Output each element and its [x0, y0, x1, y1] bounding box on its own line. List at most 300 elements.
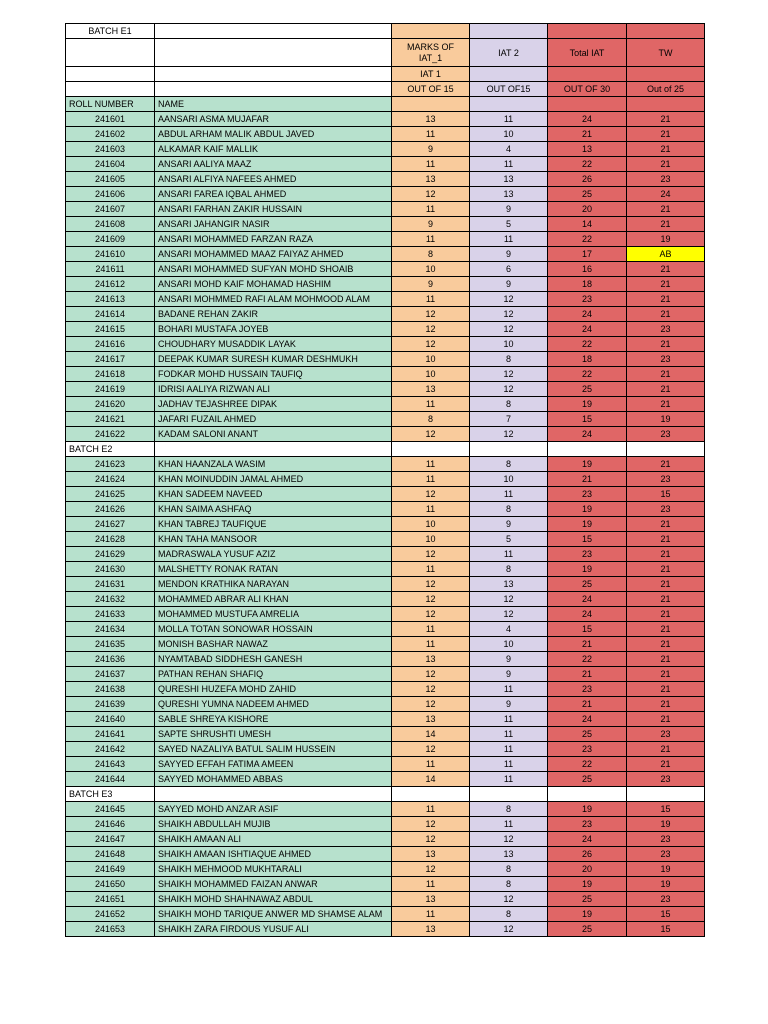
- iat1-mark-cell[interactable]: 12: [392, 337, 470, 352]
- total-iat-cell[interactable]: 15: [548, 622, 627, 637]
- roll-number-cell[interactable]: 241617: [66, 352, 155, 367]
- tw-mark-cell[interactable]: 21: [627, 307, 705, 322]
- student-name-cell[interactable]: ANSARI JAHANGIR NASIR: [155, 217, 392, 232]
- iat1-mark-cell[interactable]: 12: [392, 682, 470, 697]
- student-name-cell[interactable]: ANSARI MOHAMMED FARZAN RAZA: [155, 232, 392, 247]
- total-iat-cell[interactable]: 24: [548, 607, 627, 622]
- tw-mark-cell[interactable]: 23: [627, 427, 705, 442]
- iat1-mark-cell[interactable]: 9: [392, 277, 470, 292]
- iat2-mark-cell[interactable]: 8: [470, 562, 548, 577]
- tw-mark-cell[interactable]: 19: [627, 862, 705, 877]
- iat2-mark-cell[interactable]: 5: [470, 217, 548, 232]
- student-name-cell[interactable]: SAPTE SHRUSHTI UMESH: [155, 727, 392, 742]
- roll-number-cell[interactable]: 241632: [66, 592, 155, 607]
- iat1-mark-cell[interactable]: 10: [392, 262, 470, 277]
- iat1-mark-cell[interactable]: 13: [392, 892, 470, 907]
- tw-mark-cell[interactable]: 23: [627, 502, 705, 517]
- iat1-mark-cell[interactable]: 12: [392, 817, 470, 832]
- total-iat-cell[interactable]: 26: [548, 847, 627, 862]
- total-iat-cell[interactable]: 21: [548, 637, 627, 652]
- roll-number-cell[interactable]: 241651: [66, 892, 155, 907]
- iat1-mark-cell[interactable]: 10: [392, 367, 470, 382]
- iat1-mark-cell[interactable]: 12: [392, 832, 470, 847]
- iat1-mark-cell[interactable]: 13: [392, 382, 470, 397]
- total-iat-cell[interactable]: 13: [548, 142, 627, 157]
- student-name-cell[interactable]: SHAIKH MOHD SHAHNAWAZ ABDUL: [155, 892, 392, 907]
- student-name-cell[interactable]: QURESHI HUZEFA MOHD ZAHID: [155, 682, 392, 697]
- empty-cell[interactable]: [392, 787, 470, 802]
- student-name-cell[interactable]: ANSARI MOHMMED RAFI ALAM MOHMOOD ALAM: [155, 292, 392, 307]
- total-iat-cell[interactable]: 19: [548, 562, 627, 577]
- student-name-cell[interactable]: SHAIKH ABDULLAH MUJIB: [155, 817, 392, 832]
- roll-number-cell[interactable]: 241618: [66, 367, 155, 382]
- total-iat-cell[interactable]: 25: [548, 727, 627, 742]
- iat2-mark-cell[interactable]: 8: [470, 502, 548, 517]
- iat2-mark-cell[interactable]: 10: [470, 127, 548, 142]
- roll-number-cell[interactable]: 241625: [66, 487, 155, 502]
- roll-number-cell[interactable]: 241648: [66, 847, 155, 862]
- total-iat-cell[interactable]: 24: [548, 112, 627, 127]
- empty-cell[interactable]: [548, 442, 627, 457]
- tw-mark-cell[interactable]: 21: [627, 277, 705, 292]
- total-iat-cell[interactable]: 23: [548, 742, 627, 757]
- student-name-cell[interactable]: ANSARI AALIYA MAAZ: [155, 157, 392, 172]
- iat2-mark-cell[interactable]: 12: [470, 292, 548, 307]
- student-name-cell[interactable]: MALSHETTY RONAK RATAN: [155, 562, 392, 577]
- tw-mark-cell[interactable]: 21: [627, 517, 705, 532]
- roll-number-cell[interactable]: 241650: [66, 877, 155, 892]
- student-name-cell[interactable]: JAFARI FUZAIL AHMED: [155, 412, 392, 427]
- roll-number-cell[interactable]: 241605: [66, 172, 155, 187]
- iat1-mark-cell[interactable]: 12: [392, 697, 470, 712]
- total-iat-cell[interactable]: 19: [548, 877, 627, 892]
- roll-number-cell[interactable]: 241649: [66, 862, 155, 877]
- iat2-mark-cell[interactable]: 12: [470, 382, 548, 397]
- iat1-mark-cell[interactable]: 11: [392, 877, 470, 892]
- iat2-out-of[interactable]: OUT OF15: [470, 82, 548, 97]
- iat1-mark-cell[interactable]: 12: [392, 592, 470, 607]
- tw-mark-cell[interactable]: 21: [627, 367, 705, 382]
- student-name-cell[interactable]: ANSARI FARHAN ZAKIR HUSSAIN: [155, 202, 392, 217]
- roll-number-cell[interactable]: 241644: [66, 772, 155, 787]
- empty-cell[interactable]: [627, 442, 705, 457]
- roll-number-cell[interactable]: 241653: [66, 922, 155, 937]
- empty-cell[interactable]: [392, 24, 470, 39]
- roll-number-cell[interactable]: 241619: [66, 382, 155, 397]
- tw-mark-cell[interactable]: 23: [627, 847, 705, 862]
- student-name-cell[interactable]: SHAIKH MEHMOOD MUKHTARALI: [155, 862, 392, 877]
- total-iat-cell[interactable]: 25: [548, 922, 627, 937]
- tw-mark-cell[interactable]: 21: [627, 742, 705, 757]
- total-iat-cell[interactable]: 25: [548, 892, 627, 907]
- roll-number-cell[interactable]: 241646: [66, 817, 155, 832]
- total-iat-cell[interactable]: 25: [548, 382, 627, 397]
- empty-cell[interactable]: [548, 787, 627, 802]
- iat1-mark-cell[interactable]: 8: [392, 412, 470, 427]
- iat1-mark-cell[interactable]: 10: [392, 517, 470, 532]
- total-iat-cell[interactable]: 20: [548, 202, 627, 217]
- iat2-mark-cell[interactable]: 8: [470, 457, 548, 472]
- tw-mark-cell[interactable]: 21: [627, 547, 705, 562]
- tw-mark-cell[interactable]: 19: [627, 412, 705, 427]
- empty-cell[interactable]: [627, 24, 705, 39]
- empty-cell[interactable]: [155, 24, 392, 39]
- tw-mark-cell[interactable]: 21: [627, 637, 705, 652]
- empty-cell[interactable]: [155, 787, 392, 802]
- tw-mark-cell[interactable]: 21: [627, 757, 705, 772]
- roll-number-cell[interactable]: 241601: [66, 112, 155, 127]
- total-iat-cell[interactable]: 24: [548, 712, 627, 727]
- tw-mark-cell[interactable]: 21: [627, 652, 705, 667]
- iat1-out-of[interactable]: OUT OF 15: [392, 82, 470, 97]
- iat2-mark-cell[interactable]: 4: [470, 142, 548, 157]
- empty-cell[interactable]: [548, 97, 627, 112]
- roll-number-cell[interactable]: 241604: [66, 157, 155, 172]
- tw-mark-cell[interactable]: 19: [627, 817, 705, 832]
- total-iat-cell[interactable]: 22: [548, 757, 627, 772]
- empty-cell[interactable]: [470, 67, 548, 82]
- empty-cell[interactable]: [548, 24, 627, 39]
- iat2-mark-cell[interactable]: 11: [470, 487, 548, 502]
- tw-mark-cell[interactable]: 21: [627, 112, 705, 127]
- student-name-cell[interactable]: ANSARI FAREA IQBAL AHMED: [155, 187, 392, 202]
- roll-number-cell[interactable]: 241647: [66, 832, 155, 847]
- student-name-cell[interactable]: ANSARI MOHAMMED MAAZ FAIYAZ AHMED: [155, 247, 392, 262]
- roll-number-cell[interactable]: 241631: [66, 577, 155, 592]
- total-out-of[interactable]: OUT OF 30: [548, 82, 627, 97]
- iat2-mark-cell[interactable]: 12: [470, 607, 548, 622]
- iat1-mark-cell[interactable]: 12: [392, 862, 470, 877]
- roll-number-cell[interactable]: 241639: [66, 697, 155, 712]
- student-name-cell[interactable]: SHAIKH AMAAN ISHTIAQUE AHMED: [155, 847, 392, 862]
- tw-mark-cell[interactable]: 21: [627, 697, 705, 712]
- roll-number-cell[interactable]: 241607: [66, 202, 155, 217]
- iat2-mark-cell[interactable]: 5: [470, 532, 548, 547]
- student-name-cell[interactable]: QURESHI YUMNA NADEEM AHMED: [155, 697, 392, 712]
- iat1-mark-cell[interactable]: 12: [392, 577, 470, 592]
- roll-number-cell[interactable]: 241610: [66, 247, 155, 262]
- iat1-mark-cell[interactable]: 12: [392, 322, 470, 337]
- tw-mark-cell[interactable]: 21: [627, 712, 705, 727]
- iat1-mark-cell[interactable]: 14: [392, 772, 470, 787]
- student-name-cell[interactable]: MOHAMMED ABRAR ALI KHAN: [155, 592, 392, 607]
- tw-mark-cell[interactable]: 19: [627, 232, 705, 247]
- empty-cell[interactable]: [155, 442, 392, 457]
- total-iat-cell[interactable]: 24: [548, 427, 627, 442]
- iat2-header[interactable]: IAT 2: [470, 39, 548, 67]
- roll-number-cell[interactable]: 241638: [66, 682, 155, 697]
- total-iat-cell[interactable]: 22: [548, 232, 627, 247]
- roll-number-header[interactable]: ROLL NUMBER: [66, 97, 155, 112]
- tw-mark-cell[interactable]: 23: [627, 772, 705, 787]
- tw-mark-cell[interactable]: 21: [627, 127, 705, 142]
- iat2-mark-cell[interactable]: 11: [470, 817, 548, 832]
- iat1-mark-cell[interactable]: 11: [392, 802, 470, 817]
- iat1-mark-cell[interactable]: 12: [392, 607, 470, 622]
- roll-number-cell[interactable]: 241616: [66, 337, 155, 352]
- tw-mark-cell[interactable]: 23: [627, 352, 705, 367]
- student-name-cell[interactable]: KHAN TABREJ TAUFIQUE: [155, 517, 392, 532]
- total-iat-cell[interactable]: 23: [548, 487, 627, 502]
- student-name-cell[interactable]: KHAN SAIMA ASHFAQ: [155, 502, 392, 517]
- tw-mark-cell[interactable]: 24: [627, 187, 705, 202]
- name-header[interactable]: NAME: [155, 97, 392, 112]
- roll-number-cell[interactable]: 241603: [66, 142, 155, 157]
- iat2-mark-cell[interactable]: 12: [470, 922, 548, 937]
- iat2-mark-cell[interactable]: 9: [470, 652, 548, 667]
- iat1-mark-cell[interactable]: 11: [392, 457, 470, 472]
- iat1-mark-cell[interactable]: 11: [392, 637, 470, 652]
- iat2-mark-cell[interactable]: 12: [470, 367, 548, 382]
- total-iat-cell[interactable]: 21: [548, 667, 627, 682]
- student-name-cell[interactable]: DEEPAK KUMAR SURESH KUMAR DESHMUKH: [155, 352, 392, 367]
- total-iat-cell[interactable]: 21: [548, 697, 627, 712]
- roll-number-cell[interactable]: 241630: [66, 562, 155, 577]
- total-iat-cell[interactable]: 24: [548, 832, 627, 847]
- iat1-mark-cell[interactable]: 11: [392, 157, 470, 172]
- tw-mark-cell[interactable]: 21: [627, 532, 705, 547]
- tw-mark-cell[interactable]: 23: [627, 832, 705, 847]
- empty-cell[interactable]: [66, 39, 155, 67]
- iat2-mark-cell[interactable]: 11: [470, 757, 548, 772]
- tw-mark-cell[interactable]: 15: [627, 487, 705, 502]
- empty-cell[interactable]: [155, 82, 392, 97]
- iat2-mark-cell[interactable]: 8: [470, 862, 548, 877]
- total-iat-cell[interactable]: 22: [548, 337, 627, 352]
- iat2-mark-cell[interactable]: 9: [470, 277, 548, 292]
- tw-mark-cell[interactable]: 19: [627, 877, 705, 892]
- roll-number-cell[interactable]: 241642: [66, 742, 155, 757]
- iat1-mark-cell[interactable]: 11: [392, 127, 470, 142]
- tw-mark-cell[interactable]: 21: [627, 262, 705, 277]
- iat2-mark-cell[interactable]: 13: [470, 847, 548, 862]
- roll-number-cell[interactable]: 241609: [66, 232, 155, 247]
- total-iat-cell[interactable]: 17: [548, 247, 627, 262]
- roll-number-cell[interactable]: 241629: [66, 547, 155, 562]
- iat1-mark-cell[interactable]: 12: [392, 547, 470, 562]
- iat2-mark-cell[interactable]: 10: [470, 637, 548, 652]
- iat1-mark-cell[interactable]: 12: [392, 667, 470, 682]
- total-iat-cell[interactable]: 21: [548, 127, 627, 142]
- batch-title[interactable]: BATCH E2: [66, 442, 155, 457]
- total-iat-cell[interactable]: 25: [548, 577, 627, 592]
- iat2-mark-cell[interactable]: 8: [470, 352, 548, 367]
- total-iat-header[interactable]: Total IAT: [548, 39, 627, 67]
- total-iat-cell[interactable]: 19: [548, 457, 627, 472]
- iat2-mark-cell[interactable]: 12: [470, 322, 548, 337]
- iat1-mark-cell[interactable]: 13: [392, 172, 470, 187]
- iat1-mark-cell[interactable]: 12: [392, 742, 470, 757]
- iat2-mark-cell[interactable]: 12: [470, 307, 548, 322]
- total-iat-cell[interactable]: 22: [548, 652, 627, 667]
- total-iat-cell[interactable]: 25: [548, 772, 627, 787]
- tw-mark-cell[interactable]: 21: [627, 457, 705, 472]
- tw-mark-cell[interactable]: 21: [627, 622, 705, 637]
- iat2-mark-cell[interactable]: 4: [470, 622, 548, 637]
- iat2-mark-cell[interactable]: 12: [470, 427, 548, 442]
- student-name-cell[interactable]: CHOUDHARY MUSADDIK LAYAK: [155, 337, 392, 352]
- total-iat-cell[interactable]: 21: [548, 472, 627, 487]
- tw-mark-cell[interactable]: 21: [627, 562, 705, 577]
- total-iat-cell[interactable]: 23: [548, 817, 627, 832]
- student-name-cell[interactable]: ANSARI MOHAMMED SUFYAN MOHD SHOAIB: [155, 262, 392, 277]
- tw-mark-cell[interactable]: 21: [627, 592, 705, 607]
- tw-out-of[interactable]: Out of 25: [627, 82, 705, 97]
- total-iat-cell[interactable]: 23: [548, 292, 627, 307]
- iat2-mark-cell[interactable]: 11: [470, 742, 548, 757]
- tw-mark-cell[interactable]: 21: [627, 397, 705, 412]
- iat1-mark-cell[interactable]: 11: [392, 292, 470, 307]
- roll-number-cell[interactable]: 241612: [66, 277, 155, 292]
- roll-number-cell[interactable]: 241602: [66, 127, 155, 142]
- roll-number-cell[interactable]: 241636: [66, 652, 155, 667]
- student-name-cell[interactable]: NYAMTABAD SIDDHESH GANESH: [155, 652, 392, 667]
- student-name-cell[interactable]: SAYED NAZALIYA BATUL SALIM HUSSEIN: [155, 742, 392, 757]
- empty-cell[interactable]: [470, 442, 548, 457]
- student-name-cell[interactable]: BADANE REHAN ZAKIR: [155, 307, 392, 322]
- roll-number-cell[interactable]: 241626: [66, 502, 155, 517]
- iat1-mark-cell[interactable]: 10: [392, 532, 470, 547]
- iat1-mark-cell[interactable]: 11: [392, 202, 470, 217]
- student-name-cell[interactable]: KHAN SADEEM NAVEED: [155, 487, 392, 502]
- student-name-cell[interactable]: KHAN TAHA MANSOOR: [155, 532, 392, 547]
- roll-number-cell[interactable]: 241645: [66, 802, 155, 817]
- roll-number-cell[interactable]: 241614: [66, 307, 155, 322]
- empty-cell[interactable]: [66, 67, 155, 82]
- iat2-mark-cell[interactable]: 11: [470, 727, 548, 742]
- total-iat-cell[interactable]: 24: [548, 592, 627, 607]
- iat1-mark-cell[interactable]: 12: [392, 427, 470, 442]
- roll-number-cell[interactable]: 241633: [66, 607, 155, 622]
- empty-cell[interactable]: [470, 24, 548, 39]
- total-iat-cell[interactable]: 22: [548, 157, 627, 172]
- student-name-cell[interactable]: KADAM SALONI ANANT: [155, 427, 392, 442]
- iat1-mark-cell[interactable]: 11: [392, 622, 470, 637]
- roll-number-cell[interactable]: 241613: [66, 292, 155, 307]
- iat2-mark-cell[interactable]: 11: [470, 232, 548, 247]
- iat1-mark-cell[interactable]: 11: [392, 502, 470, 517]
- roll-number-cell[interactable]: 241621: [66, 412, 155, 427]
- student-name-cell[interactable]: AANSARI ASMA MUJAFAR: [155, 112, 392, 127]
- iat1-mark-cell[interactable]: 12: [392, 187, 470, 202]
- iat1-mark-cell[interactable]: 8: [392, 247, 470, 262]
- tw-mark-cell[interactable]: 23: [627, 172, 705, 187]
- empty-cell[interactable]: [548, 67, 627, 82]
- tw-mark-cell[interactable]: 21: [627, 157, 705, 172]
- student-name-cell[interactable]: ANSARI MOHD KAIF MOHAMAD HASHIM: [155, 277, 392, 292]
- total-iat-cell[interactable]: 19: [548, 502, 627, 517]
- roll-number-cell[interactable]: 241641: [66, 727, 155, 742]
- iat1-mark-cell[interactable]: 11: [392, 232, 470, 247]
- tw-mark-cell[interactable]: 21: [627, 667, 705, 682]
- roll-number-cell[interactable]: 241608: [66, 217, 155, 232]
- total-iat-cell[interactable]: 26: [548, 172, 627, 187]
- roll-number-cell[interactable]: 241624: [66, 472, 155, 487]
- student-name-cell[interactable]: SHAIKH ZARA FIRDOUS YUSUF ALI: [155, 922, 392, 937]
- iat2-mark-cell[interactable]: 9: [470, 667, 548, 682]
- iat2-mark-cell[interactable]: 11: [470, 157, 548, 172]
- iat2-mark-cell[interactable]: 9: [470, 202, 548, 217]
- iat2-mark-cell[interactable]: 8: [470, 907, 548, 922]
- iat2-mark-cell[interactable]: 8: [470, 877, 548, 892]
- tw-mark-cell[interactable]: 23: [627, 322, 705, 337]
- iat2-mark-cell[interactable]: 7: [470, 412, 548, 427]
- empty-cell[interactable]: [66, 82, 155, 97]
- iat2-mark-cell[interactable]: 13: [470, 172, 548, 187]
- tw-mark-cell[interactable]: 15: [627, 907, 705, 922]
- tw-mark-cell[interactable]: 21: [627, 382, 705, 397]
- total-iat-cell[interactable]: 24: [548, 307, 627, 322]
- tw-mark-cell[interactable]: 21: [627, 607, 705, 622]
- iat2-mark-cell[interactable]: 12: [470, 832, 548, 847]
- iat2-mark-cell[interactable]: 11: [470, 112, 548, 127]
- iat2-mark-cell[interactable]: 13: [470, 577, 548, 592]
- student-name-cell[interactable]: SHAIKH MOHAMMED FAIZAN ANWAR: [155, 877, 392, 892]
- total-iat-cell[interactable]: 23: [548, 547, 627, 562]
- total-iat-cell[interactable]: 24: [548, 322, 627, 337]
- roll-number-cell[interactable]: 241622: [66, 427, 155, 442]
- roll-number-cell[interactable]: 241637: [66, 667, 155, 682]
- empty-cell[interactable]: [392, 442, 470, 457]
- student-name-cell[interactable]: PATHAN REHAN SHAFIQ: [155, 667, 392, 682]
- total-iat-cell[interactable]: 16: [548, 262, 627, 277]
- iat1-mark-cell[interactable]: 11: [392, 472, 470, 487]
- total-iat-cell[interactable]: 25: [548, 187, 627, 202]
- student-name-cell[interactable]: SAYYED EFFAH FATIMA AMEEN: [155, 757, 392, 772]
- roll-number-cell[interactable]: 241634: [66, 622, 155, 637]
- roll-number-cell[interactable]: 241606: [66, 187, 155, 202]
- roll-number-cell[interactable]: 241652: [66, 907, 155, 922]
- student-name-cell[interactable]: MOHAMMED MUSTUFA AMRELIA: [155, 607, 392, 622]
- iat2-mark-cell[interactable]: 11: [470, 682, 548, 697]
- empty-cell[interactable]: [470, 97, 548, 112]
- total-iat-cell[interactable]: 18: [548, 352, 627, 367]
- student-name-cell[interactable]: FODKAR MOHD HUSSAIN TAUFIQ: [155, 367, 392, 382]
- empty-cell[interactable]: [627, 97, 705, 112]
- iat2-mark-cell[interactable]: 8: [470, 802, 548, 817]
- student-name-cell[interactable]: MENDON KRATHIKA NARAYAN: [155, 577, 392, 592]
- total-iat-cell[interactable]: 20: [548, 862, 627, 877]
- tw-mark-cell[interactable]: 23: [627, 472, 705, 487]
- batch-title[interactable]: BATCH E3: [66, 787, 155, 802]
- iat1-mark-cell[interactable]: 13: [392, 112, 470, 127]
- student-name-cell[interactable]: ANSARI ALFIYA NAFEES AHMED: [155, 172, 392, 187]
- iat2-mark-cell[interactable]: 12: [470, 592, 548, 607]
- student-name-cell[interactable]: SAYYED MOHAMMED ABBAS: [155, 772, 392, 787]
- iat2-mark-cell[interactable]: 6: [470, 262, 548, 277]
- empty-cell[interactable]: [627, 67, 705, 82]
- total-iat-cell[interactable]: 15: [548, 412, 627, 427]
- iat2-mark-cell[interactable]: 10: [470, 472, 548, 487]
- roll-number-cell[interactable]: 241623: [66, 457, 155, 472]
- empty-cell[interactable]: [392, 97, 470, 112]
- iat2-mark-cell[interactable]: 11: [470, 712, 548, 727]
- tw-mark-cell[interactable]: 15: [627, 922, 705, 937]
- iat1-mark-cell[interactable]: 9: [392, 142, 470, 157]
- total-iat-cell[interactable]: 18: [548, 277, 627, 292]
- iat1-mark-cell[interactable]: 11: [392, 907, 470, 922]
- roll-number-cell[interactable]: 241611: [66, 262, 155, 277]
- iat1-subheader[interactable]: IAT 1: [392, 67, 470, 82]
- roll-number-cell[interactable]: 241635: [66, 637, 155, 652]
- student-name-cell[interactable]: SHAIKH MOHD TARIQUE ANWER MD SHAMSE ALAM: [155, 907, 392, 922]
- batch-title[interactable]: BATCH E1: [66, 24, 155, 39]
- empty-cell[interactable]: [155, 39, 392, 67]
- student-name-cell[interactable]: MONISH BASHAR NAWAZ: [155, 637, 392, 652]
- roll-number-cell[interactable]: 241615: [66, 322, 155, 337]
- student-name-cell[interactable]: ABDUL ARHAM MALIK ABDUL JAVED: [155, 127, 392, 142]
- tw-mark-cell[interactable]: 21: [627, 337, 705, 352]
